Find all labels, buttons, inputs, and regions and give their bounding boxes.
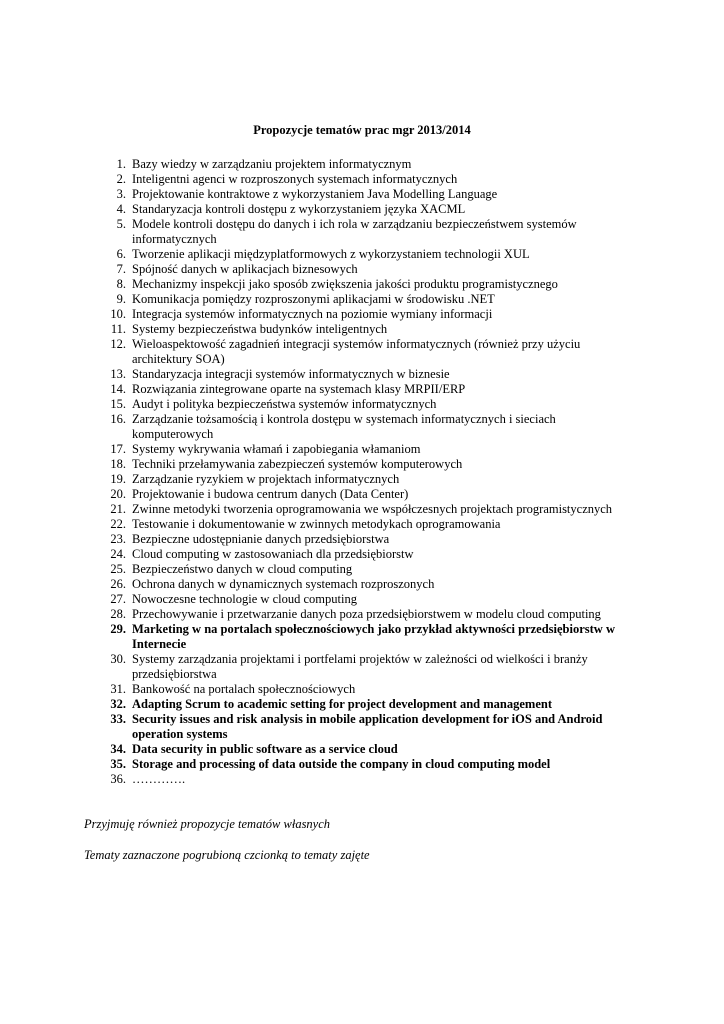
topic-text: Projektowanie i budowa centrum danych (Data Center) — [132, 487, 409, 501]
topic-item — [95, 277, 640, 292]
topic-text: Zwinne metodyki tworzenia oprogramowania we współczesnych projektach programistycznych — [132, 502, 613, 516]
topic-number: 34. — [110, 742, 126, 756]
topic-item — [95, 307, 640, 322]
topic-text: Ochrona danych w dynamicznych systemach rozproszonych — [132, 577, 435, 591]
topic-text: Testowanie i dokumentowanie w zwinnych metodykach oprogramowania — [132, 517, 501, 531]
topic-text: Rozwiązania zintegrowane oparte na systemach klasy MRPII/ERP — [132, 382, 466, 396]
note-own-topics: Przyjmuję również propozycje tematów własnych — [84, 817, 331, 831]
topic-item — [95, 337, 640, 367]
topic-number: 31. — [110, 682, 126, 696]
topic-number: 16. — [110, 412, 126, 426]
topic-number: 33. — [110, 712, 126, 726]
topic-number: 26. — [110, 577, 126, 591]
topic-number: 32. — [110, 697, 126, 711]
topic-text: Projektowanie kontraktowe z wykorzystaniem Java Modelling Language — [132, 187, 498, 201]
topic-list — [95, 157, 640, 787]
topic-item — [95, 322, 640, 337]
topic-item — [95, 652, 640, 682]
topic-item — [95, 157, 640, 172]
topic-item — [95, 562, 640, 577]
topic-number: 30. — [110, 652, 126, 666]
topic-text: Przechowywanie i przetwarzanie danych poza przedsiębiorstwem w modelu cloud computing — [132, 607, 601, 621]
topic-item — [95, 487, 640, 502]
topic-item — [95, 172, 640, 187]
topic-text: Modele kontroli dostępu do danych i ich rola w zarządzaniu bezpieczeństwem systemów informatycznych — [132, 217, 577, 246]
topic-text: Audyt i polityka bezpieczeństwa systemów informatycznych — [132, 397, 437, 411]
topic-item — [95, 367, 640, 382]
topic-item — [95, 772, 640, 787]
topic-text: Systemy zarządzania projektami i portfelami projektów w zależności od wielkości i branży przedsiębiorstwa — [132, 652, 588, 681]
topic-text: Cloud computing w zastosowaniach dla przedsiębiorstw — [132, 547, 414, 561]
topic-text: Integracja systemów informatycznych na poziomie wymiany informacji — [132, 307, 493, 321]
topic-number: 21. — [110, 502, 126, 516]
topic-text: …………. — [132, 772, 186, 786]
topic-text: Zarządzanie tożsamością i kontrola dostępu w systemach informatycznych i sieciach komputerowych — [132, 412, 556, 441]
page-title: Propozycje tematów prac mgr 2013/2014 — [253, 123, 471, 137]
topic-number: 8. — [116, 277, 126, 291]
topic-number: 23. — [110, 532, 126, 546]
topic-text: Mechanizmy inspekcji jako sposób zwiększenia jakości produktu programistycznego — [132, 277, 558, 291]
topic-text: Standaryzacja kontroli dostępu z wykorzystaniem języka XACML — [132, 202, 466, 216]
topic-item — [95, 202, 640, 217]
topic-item — [95, 382, 640, 397]
topic-number: 5. — [116, 217, 126, 231]
topic-number: 20. — [110, 487, 126, 501]
topic-item — [95, 742, 640, 757]
topic-number: 12. — [110, 337, 126, 351]
topic-text: Systemy wykrywania włamań i zapobiegania włamaniom — [132, 442, 421, 456]
topic-number: 28. — [110, 607, 126, 621]
topic-number: 22. — [110, 517, 126, 531]
topic-number: 19. — [110, 472, 126, 486]
topic-text: Storage and processing of data outside the company in cloud computing model — [132, 757, 551, 771]
topic-item — [95, 697, 640, 712]
topic-number: 27. — [110, 592, 126, 606]
topic-number: 24. — [110, 547, 126, 561]
topic-item — [95, 217, 640, 247]
topic-text: Security issues and risk analysis in mobile application development for iOS and Android operation systems — [132, 712, 603, 741]
topic-number: 4. — [116, 202, 126, 216]
topic-number: 36. — [110, 772, 126, 786]
topic-text: Bezpieczne udostępnianie danych przedsiębiorstwa — [132, 532, 390, 546]
topic-number: 17. — [110, 442, 126, 456]
topic-item — [95, 472, 640, 487]
topic-text: Bankowość na portalach społecznościowych — [132, 682, 356, 696]
topic-text: Systemy bezpieczeństwa budynków inteligentnych — [132, 322, 388, 336]
topic-text: Nowoczesne technologie w cloud computing — [132, 592, 357, 606]
topic-number: 29. — [110, 622, 126, 636]
topic-number: 9. — [116, 292, 126, 306]
topic-item — [95, 607, 640, 622]
topic-item — [95, 547, 640, 562]
topic-item — [95, 577, 640, 592]
topic-number: 25. — [110, 562, 126, 576]
topic-item — [95, 757, 640, 772]
topic-text: Zarządzanie ryzykiem w projektach informatycznych — [132, 472, 400, 486]
topic-text: Bazy wiedzy w zarządzaniu projektem informatycznym — [132, 157, 412, 171]
topic-number: 10. — [110, 307, 126, 321]
topic-number: 6. — [116, 247, 126, 261]
topic-item — [95, 262, 640, 277]
topic-item — [95, 442, 640, 457]
topic-item — [95, 622, 640, 652]
topic-number: 13. — [110, 367, 126, 381]
topic-text: Spójność danych w aplikacjach biznesowych — [132, 262, 358, 276]
topic-text: Standaryzacja integracji systemów informatycznych w biznesie — [132, 367, 450, 381]
topic-item — [95, 712, 640, 742]
topic-number: 11. — [110, 322, 126, 336]
topic-number: 35. — [110, 757, 126, 771]
topic-number: 15. — [110, 397, 126, 411]
topic-item — [95, 412, 640, 442]
topic-text: Tworzenie aplikacji międzyplatformowych z wykorzystaniem technologii XUL — [132, 247, 530, 261]
note-bold-taken: Tematy zaznaczone pogrubioną czcionką to tematy zajęte — [84, 848, 370, 862]
topic-number: 1. — [116, 157, 126, 171]
topic-text: Techniki przełamywania zabezpieczeń systemów komputerowych — [132, 457, 463, 471]
topic-item — [95, 502, 640, 517]
topic-item — [95, 397, 640, 412]
topic-number: 18. — [110, 457, 126, 471]
topic-text: Komunikacja pomiędzy rozproszonymi aplikacjami w środowisku .NET — [132, 292, 495, 306]
topic-number: 2. — [116, 172, 126, 186]
topic-text: Inteligentni agenci w rozproszonych systemach informatycznych — [132, 172, 458, 186]
topic-item — [95, 292, 640, 307]
topic-item — [95, 517, 640, 532]
topic-item — [95, 682, 640, 697]
topic-text: Bezpieczeństwo danych w cloud computing — [132, 562, 353, 576]
topic-item — [95, 532, 640, 547]
topic-item — [95, 187, 640, 202]
topic-item — [95, 592, 640, 607]
topic-text: Adapting Scrum to academic setting for project development and management — [132, 697, 552, 711]
topic-item — [95, 457, 640, 472]
topic-number: 14. — [110, 382, 126, 396]
topic-item — [95, 247, 640, 262]
topic-text: Wieloaspektowość zagadnień integracji systemów informatycznych (również przy użyciu architektury SOA) — [132, 337, 581, 366]
topic-number: 3. — [116, 187, 126, 201]
topic-number: 7. — [116, 262, 126, 276]
topic-text: Data security in public software as a service cloud — [132, 742, 398, 756]
topic-text: Marketing w na portalach społecznościowych jako przykład aktywności przedsiębiorstw w Internecie — [132, 622, 615, 651]
